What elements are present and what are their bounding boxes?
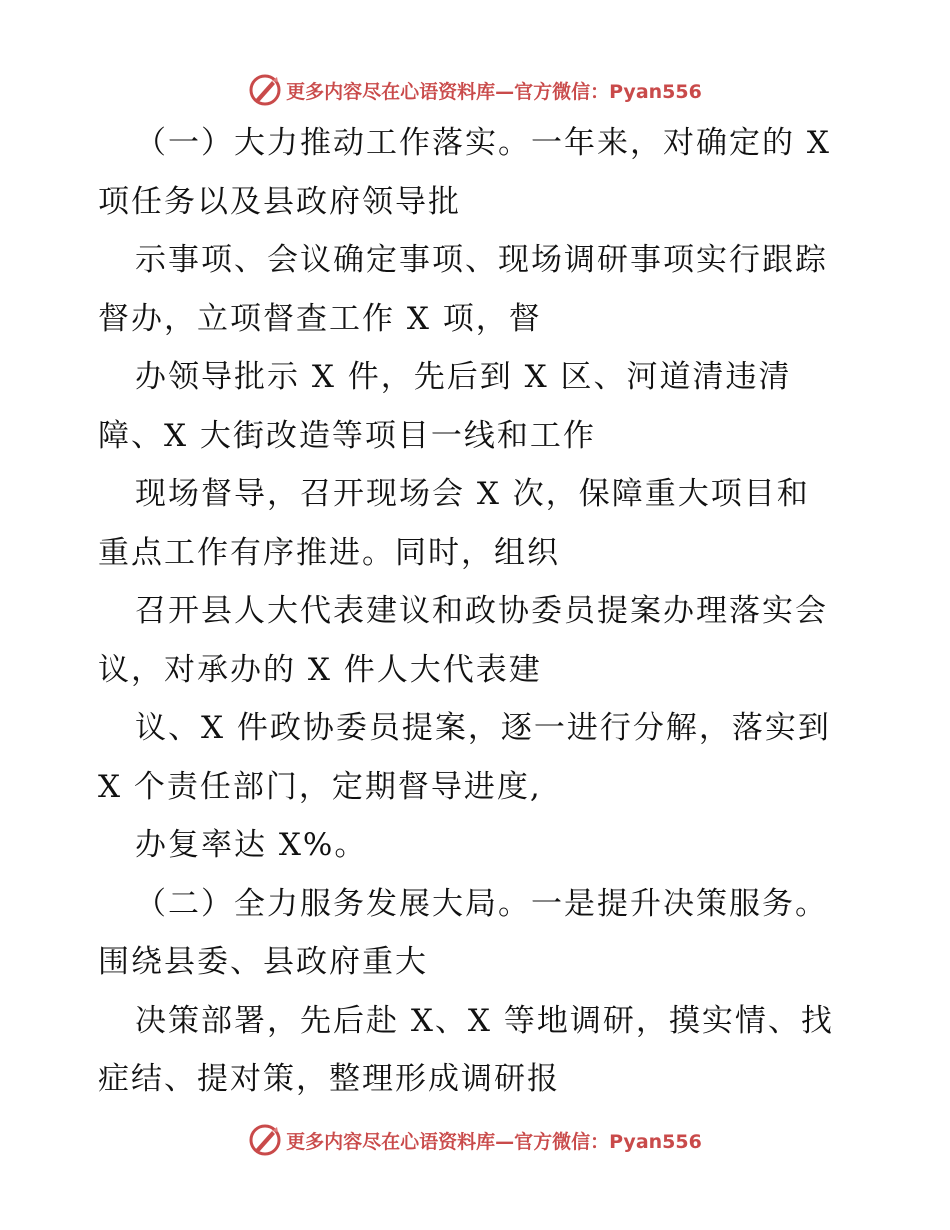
paragraph-line: 现场督导，召开现场会 X 次，保障重大项目和	[135, 476, 810, 512]
paragraph-line: 议、X 件政协委员提案，逐一进行分解，落实到	[135, 710, 831, 746]
paragraph-line: 办复率达 X%。	[135, 827, 368, 863]
quill-pen-logo-icon	[248, 73, 282, 107]
paragraph-line: X 个责任部门，定期督导进度,	[98, 768, 542, 805]
paragraph-line: 决策部署，先后赴 X、X 等地调研，摸实情、找	[135, 1002, 834, 1039]
paragraph-line: 召开县人大代表建议和政协委员提案办理落实会	[135, 593, 828, 629]
watermark-text: 更多内容尽在心语资料库—官方微信：Pyan556	[286, 1130, 702, 1153]
footer-watermark	[0, 1120, 950, 1160]
paragraph-line: 示事项、会议确定事项、现场调研事项实行跟踪	[135, 242, 828, 278]
paragraph-line: 办领导批示 X 件，先后到 X 区、河道清违清	[135, 359, 792, 395]
paragraph-line: 项任务以及县政府领导批	[98, 183, 461, 220]
quill-pen-logo-icon	[248, 1123, 282, 1157]
paragraph-line: （二）全力服务发展大局。一是提升决策服务。	[135, 885, 828, 922]
paragraph-line: 议，对承办的 X 件人大代表建	[98, 651, 542, 688]
paragraph-line: 围绕县委、县政府重大	[98, 944, 428, 980]
paragraph-line: （一）大力推动工作落实。一年来，对确定的 X	[135, 125, 831, 161]
paragraph-line: 症结、提对策，整理形成调研报	[98, 1061, 560, 1097]
header-watermark	[0, 70, 950, 110]
paragraph-line: 督办，立项督查工作 X 项，督	[98, 300, 542, 337]
watermark-text: 更多内容尽在心语资料库—官方微信：Pyan556	[286, 80, 702, 103]
paragraph-line: 障、X 大街改造等项目一线和工作	[98, 417, 596, 454]
paragraph-line: 重点工作有序推进。同时，组织	[98, 534, 560, 571]
